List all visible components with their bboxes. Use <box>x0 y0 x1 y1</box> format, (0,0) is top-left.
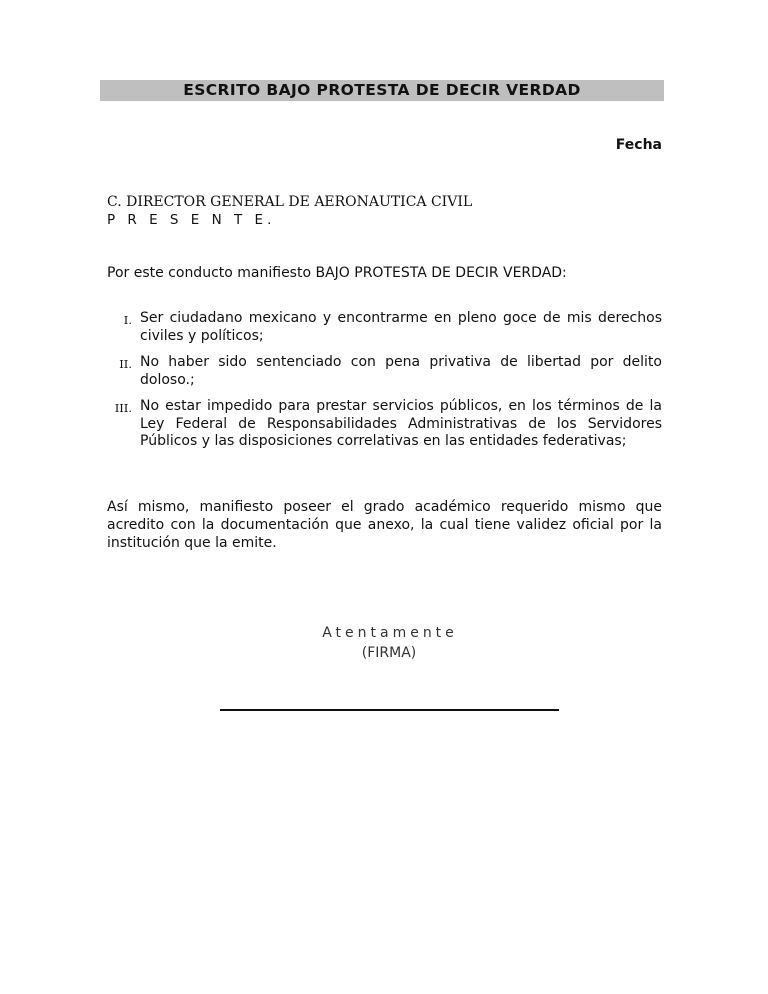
list-item <box>107 354 662 389</box>
list-item-text: No haber sido sentenciado con pena privativa de libertad por delito doloso.; <box>140 354 662 388</box>
signature-greeting: Atentamente <box>322 625 458 641</box>
list-item <box>107 310 662 345</box>
list-item-text: Ser ciudadano mexicano y encontrarme en pleno goce de mis derechos civiles y políticos; <box>140 310 662 344</box>
addressee-present: P R E S E N T E. <box>107 212 276 228</box>
closing-paragraph: Así mismo, manifiesto poseer el grado académico requerido mismo que acredito con la documentación que anexo, la cual tiene validez oficial por la institución que la emite. <box>107 499 662 551</box>
list-item-number: III. <box>114 401 132 415</box>
addressee-block <box>107 193 472 229</box>
signature-firma: (FIRMA) <box>361 645 417 661</box>
declaration-list <box>107 310 662 460</box>
list-item <box>107 398 662 451</box>
list-item-number: I. <box>123 313 132 327</box>
list-item-number: II. <box>119 357 132 371</box>
signature-line <box>220 709 559 711</box>
date-label: Fecha <box>615 137 662 153</box>
addressee-name: C. DIRECTOR GENERAL DE AERONAUTICA CIVIL <box>107 194 473 210</box>
list-item-text: No estar impedido para prestar servicios públicos, en los términos de la Ley Federal de Responsabilidades Administrativas de los Servidores Públicos y las disposiciones correlativas en las entidades federativas; <box>140 398 662 449</box>
intro-paragraph: Por este conducto manifiesto BAJO PROTESTA DE DECIR VERDAD: <box>107 265 567 281</box>
document-title: ESCRITO BAJO PROTESTA DE DECIR VERDAD <box>100 80 664 101</box>
